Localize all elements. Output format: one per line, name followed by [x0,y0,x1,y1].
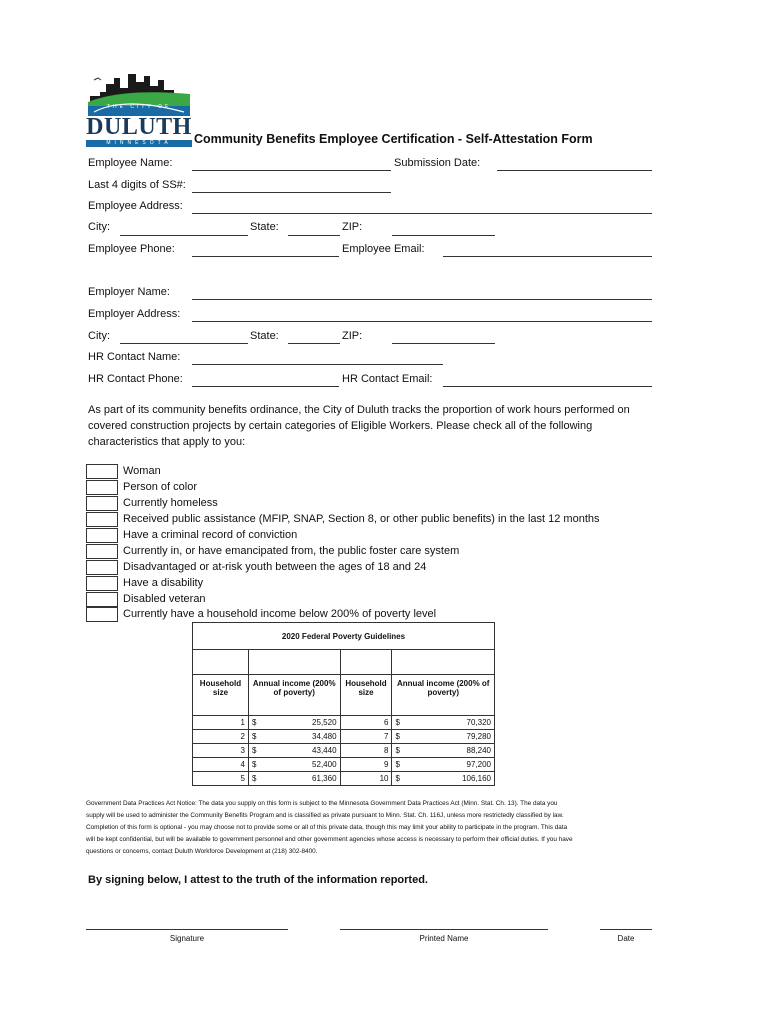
table-row [193,744,495,758]
household-size: 6 [340,716,392,730]
checkbox-low-income[interactable] [86,607,118,622]
income-cell [248,744,340,758]
income-cell [248,730,340,744]
characteristic-label: Person of color [123,481,197,493]
income: 43,440 [312,746,337,755]
household-size: 3 [193,744,249,758]
notice-line: questions or concerns, contact Duluth Workforce Development at (218) 302-8400. [86,848,318,855]
income: 25,520 [312,718,337,727]
characteristic-label: Currently have a household income below 200% of poverty level [123,608,437,620]
income: 70,320 [466,718,491,727]
characteristic-label: Disadvantaged or at-risk youth between the ages of 18 and 24 [123,561,427,573]
poverty-guidelines-table [192,622,495,786]
currency: $ [395,732,400,741]
income-cell [392,758,495,772]
employee-address-label: Employee Address: [88,200,183,212]
employer-zip-field[interactable] [392,343,495,344]
employer-name-field[interactable] [192,299,652,300]
currency: $ [251,760,257,769]
submission-date-field[interactable] [497,170,652,171]
checkbox-woman[interactable] [86,464,118,479]
employee-email-field[interactable] [443,256,652,257]
notice-line: will be kept confidential, but will be available to government personnel and other government agencies whose access is necessary to perform their official duties. If you have [86,836,573,843]
household-size: 9 [340,758,392,772]
employee-phone-label: Employee Phone: [88,243,175,255]
employer-city-label: City: [88,330,110,342]
employer-city-field[interactable] [120,343,248,344]
ssn-field[interactable] [192,192,391,193]
hr-contact-email-label: HR Contact Email: [342,373,433,385]
notice-line: Completion of this form is optional - you may choose not to provide some or all of this private data, though this may limit your ability to participate in the program. This data [86,824,568,831]
intro-line: covered construction projects by certain categories of Eligible Workers. Please check all of the following [88,420,593,432]
income: 106,160 [462,774,491,783]
characteristic-label: Woman [123,465,161,477]
checkbox-disability[interactable] [86,576,118,591]
currency: $ [251,732,257,741]
income-cell [248,716,340,730]
employee-name-label: Employee Name: [88,157,173,169]
checkbox-foster-care[interactable] [86,544,118,559]
printed-name-label: Printed Name [419,934,469,943]
header-annual-income: Annual income (200% of poverty) [248,675,340,716]
employer-state-field[interactable] [288,343,340,344]
checkbox-homeless[interactable] [86,496,118,511]
table-caption: 2020 Federal Poverty Guidelines [193,623,495,650]
city-logo [84,70,194,148]
header-household-size-2: Household size [340,675,392,716]
income: 88,240 [466,746,491,755]
currency: $ [395,760,400,769]
checkbox-criminal-record[interactable] [86,528,118,543]
employer-zip-label: ZIP: [342,330,363,342]
employee-zip-field[interactable] [392,235,495,236]
income-cell [392,730,495,744]
table-row [193,772,495,786]
checkbox-public-assistance[interactable] [86,512,118,527]
intro-paragraph [88,402,668,450]
header-annual-income-2: Annual income (200% of poverty) [392,675,495,716]
employer-address-field[interactable] [192,321,652,322]
currency: $ [251,718,257,727]
hr-contact-email-field[interactable] [443,386,652,387]
table-row [193,730,495,744]
table-row [193,716,495,730]
logo-top-text: THE CITY OF [106,104,172,110]
income-cell [248,758,340,772]
currency: $ [395,718,400,727]
hr-contact-name-field[interactable] [192,364,443,365]
checkbox-disabled-veteran[interactable] [86,592,118,607]
submission-date-label: Submission Date: [394,157,481,169]
household-size: 4 [193,758,249,772]
printed-name-field[interactable] [340,929,548,930]
characteristic-label: Disabled veteran [123,593,206,605]
income: 79,280 [466,732,491,741]
income: 61,360 [312,774,337,783]
household-size: 8 [340,744,392,758]
intro-line: As part of its community benefits ordinance, the City of Duluth tracks the proportion of work hours performed on [88,404,630,416]
income-cell [392,772,495,786]
employee-state-label: State: [250,221,279,233]
hr-contact-name-label: HR Contact Name: [88,351,181,363]
characteristic-label: Received public assistance (MFIP, SNAP, Section 8, or other public benefits) in the last 12 months [123,513,600,525]
currency: $ [395,774,400,783]
household-size: 5 [193,772,249,786]
household-size: 7 [340,730,392,744]
employee-state-field[interactable] [288,235,340,236]
income: 97,200 [466,760,491,769]
date-field[interactable] [600,929,652,930]
employee-name-field[interactable] [192,170,391,171]
intro-line: characteristics that apply to you: [88,436,246,448]
table-row [193,758,495,772]
employer-address-label: Employer Address: [88,308,181,320]
characteristic-label: Have a disability [123,577,204,589]
employee-city-label: City: [88,221,110,233]
income-cell [392,716,495,730]
employee-city-field[interactable] [120,235,248,236]
employee-phone-field[interactable] [192,256,339,257]
household-size: 10 [340,772,392,786]
employer-name-label: Employer Name: [88,286,170,298]
notice-line: Government Data Practices Act Notice: The data you supply on this form is subject to the Minnesota Government Data Practices Act (Minn. Stat. Ch. 13). The data you [86,800,558,807]
income: 52,400 [312,760,337,769]
signature-field[interactable] [86,929,288,930]
hr-contact-phone-label: HR Contact Phone: [88,373,183,385]
characteristic-label: Currently in, or have emancipated from, the public foster care system [123,545,460,557]
household-size: 1 [193,716,249,730]
currency: $ [395,746,400,755]
characteristic-label: Currently homeless [123,497,218,509]
signature-label: Signature [169,934,205,943]
form-title: Community Benefits Employee Certification - Self-Attestation Form [194,132,593,146]
currency: $ [251,746,257,755]
ssn-label: Last 4 digits of SS#: [88,179,186,191]
logo-state: MINNESOTA [106,140,172,146]
hr-contact-phone-field[interactable] [192,386,339,387]
notice-line: supply will be used to administer the Community Benefits Program and is classified as private pursuant to Minn. Stat. Ch. 116J, unless more restrictedly classified by law. [86,812,564,819]
currency: $ [251,774,257,783]
employee-zip-label: ZIP: [342,221,363,233]
income-cell [248,772,340,786]
data-practices-notice [86,798,666,858]
employee-address-field[interactable] [192,213,652,214]
header-household-size: Household size [193,675,249,716]
checkbox-person-of-color[interactable] [86,480,118,495]
date-label: Date [617,934,635,943]
income-cell [392,744,495,758]
employee-email-label: Employee Email: [342,243,425,255]
employer-state-label: State: [250,330,279,342]
attestation-statement: By signing below, I attest to the truth of the information reported. [88,874,428,886]
characteristic-label: Have a criminal record of conviction [123,529,298,541]
income: 34,480 [312,732,337,741]
household-size: 2 [193,730,249,744]
logo-city-name: DULUTH [86,114,192,140]
checkbox-at-risk-youth[interactable] [86,560,118,575]
